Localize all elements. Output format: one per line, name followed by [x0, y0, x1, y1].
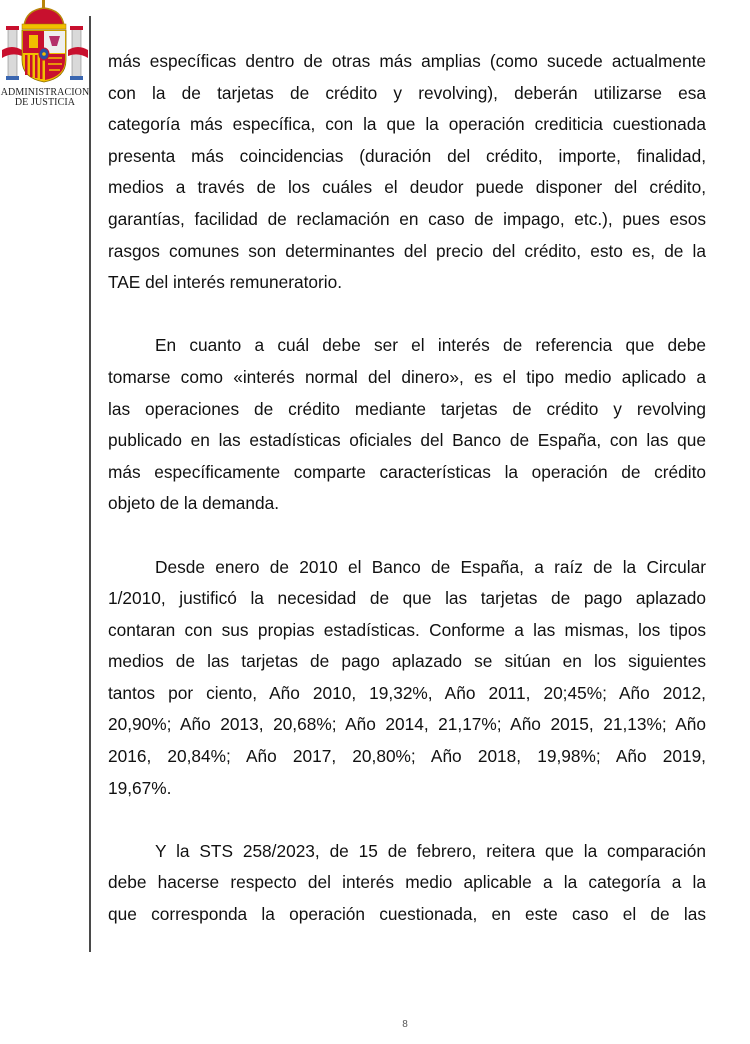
- document-body: [108, 46, 706, 931]
- text-line: 19,67%.: [108, 777, 172, 798]
- text-line: 20,90%; Año 2013, 20,68%; Año 2014, 21,17%; Año 2015, 21,13%; Año: [108, 714, 706, 735]
- text-line: Y la STS 258/2023, de 15 de febrero, reitera que la comparación: [155, 840, 706, 861]
- text-line: tomarse como «interés normal del dinero», es el tipo medio aplicado a: [108, 366, 706, 387]
- paragraph-gap: [108, 299, 706, 331]
- court-logo: [0, 0, 92, 115]
- text-line: más específicamente comparte características la operación de crédito: [108, 461, 706, 482]
- text-line: 1/2010, justificó la necesidad de que las tarjetas de pago aplazado: [108, 588, 706, 609]
- text-line: TAE del interés remuneratorio.: [108, 272, 343, 293]
- logo-caption-line1: ADMINISTRACION: [0, 87, 90, 98]
- text-line: objeto de la demanda.: [108, 493, 280, 514]
- text-line: que corresponda la operación cuestionada, en este caso el de las: [108, 904, 706, 925]
- spain-coat-of-arms-icon: [2, 0, 88, 86]
- logo-caption-line2: DE JUSTICIA: [14, 97, 76, 108]
- text-line: 2016, 20,84%; Año 2017, 20,80%; Año 2018, 19,98%; Año 2019,: [108, 746, 706, 767]
- text-line: con la de tarjetas de crédito y revolving), deberán utilizarse esa: [108, 82, 706, 103]
- text-line: garantías, facilidad de reclamación en caso de impago, etc.), pues esos: [108, 208, 706, 229]
- paragraph: [108, 46, 706, 299]
- paragraph: [108, 836, 706, 931]
- paragraph-gap: [108, 520, 706, 552]
- paragraph: [108, 552, 706, 805]
- margin-rule: [89, 16, 91, 952]
- text-line: más específicas dentro de otras más amplias (como sucede actualmente: [108, 51, 706, 71]
- paragraph: [108, 330, 706, 520]
- text-line: medios de las tarjetas de pago aplazado se sitúan en los siguientes: [108, 651, 706, 672]
- text-line: contaran con sus propias estadísticas. Conforme a las mismas, los tipos: [108, 619, 706, 640]
- text-line: las operaciones de crédito mediante tarjetas de crédito y revolving: [108, 398, 706, 419]
- page-number: 8: [402, 1019, 408, 1030]
- paragraph-gap: [108, 804, 706, 836]
- text-line: Desde enero de 2010 el Banco de España, a raíz de la Circular: [155, 556, 706, 577]
- text-line: medios a través de los cuáles el deudor puede disponer del crédito,: [108, 177, 706, 198]
- text-line: publicado en las estadísticas oficiales del Banco de España, con las que: [108, 430, 706, 451]
- logo-caption: [0, 88, 90, 108]
- text-line: categoría más específica, con la que la operación crediticia cuestionada: [108, 114, 706, 135]
- text-line: rasgos comunes son determinantes del precio del crédito, esto es, de la: [108, 240, 706, 261]
- text-line: tantos por ciento, Año 2010, 19,32%, Año 2011, 20;45%; Año 2012,: [108, 682, 706, 703]
- text-line: En cuanto a cuál debe ser el interés de referencia que debe: [155, 335, 706, 356]
- text-line: presenta más coincidencias (duración del crédito, importe, finalidad,: [108, 145, 706, 166]
- text-line: debe hacerse respecto del interés medio aplicable a la categoría a la: [108, 872, 706, 893]
